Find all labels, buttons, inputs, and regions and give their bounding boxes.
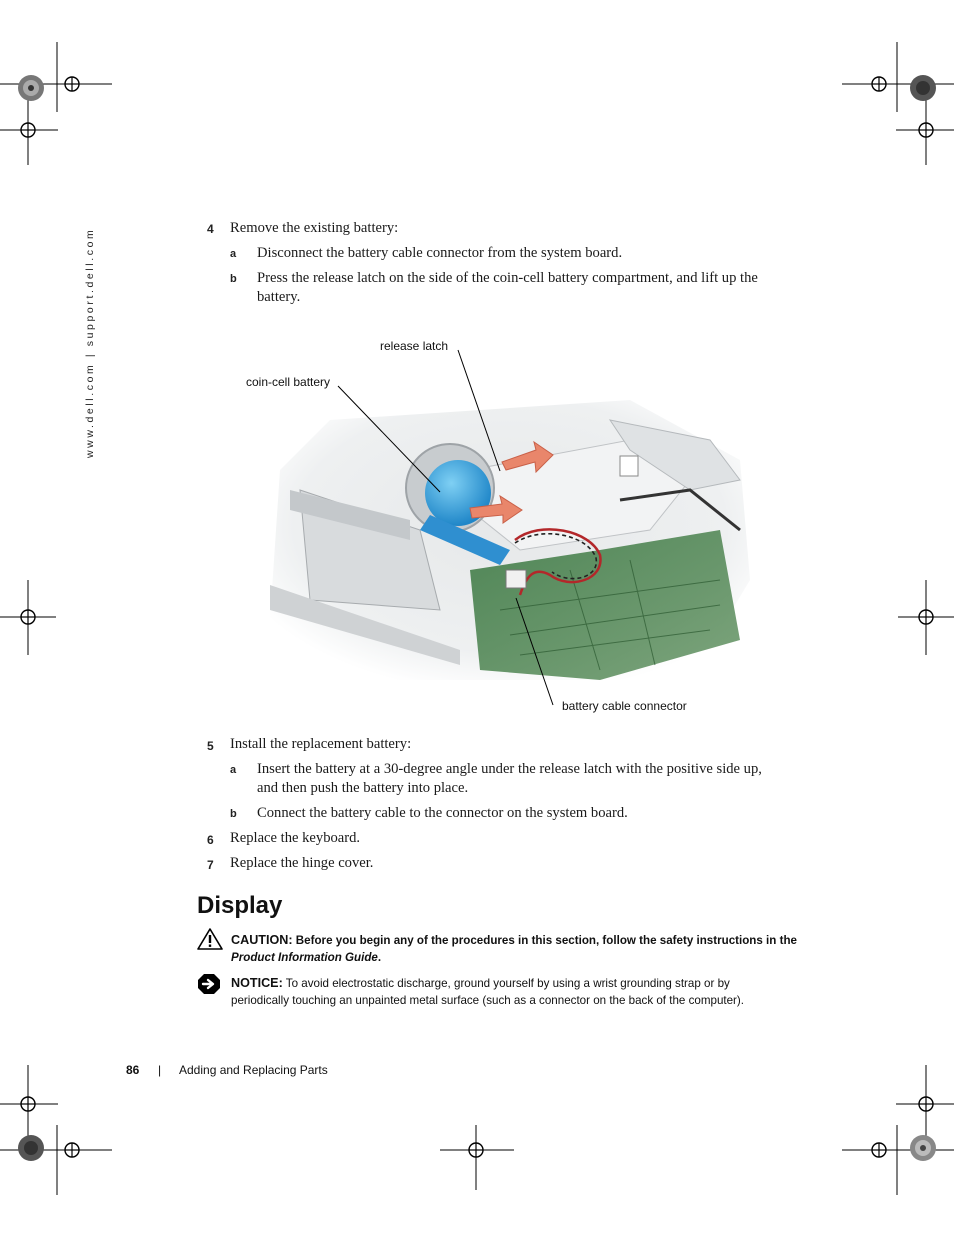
substep-text: Insert the battery at a 30-degree angle under the release latch with the positive side up, [257, 761, 762, 777]
caution-icon [197, 928, 223, 950]
step-text: Replace the hinge cover. [230, 855, 374, 871]
caution-label: CAUTION: [231, 933, 293, 947]
step-text: Remove the existing battery: [230, 220, 399, 236]
substep-letter: b [230, 273, 237, 285]
notice-label: NOTICE: [231, 976, 283, 990]
step-text: Replace the keyboard. [230, 830, 361, 846]
chapter-title: Adding and Replacing Parts [179, 1063, 328, 1077]
sidebar-url: www.dell.com | support.dell.com [84, 227, 96, 458]
step-number: 7 [207, 858, 214, 872]
notice-icon [197, 973, 221, 995]
caution-body: Before you begin any of the procedures in this section, follow the safety instructions in the [295, 934, 797, 947]
notice-body-cont: periodically touching an unpainted metal surface (such as a connector on the back of the computer). [231, 994, 745, 1007]
caution-period: . [377, 951, 382, 964]
substep-letter: a [230, 248, 237, 260]
caution-text [231, 932, 831, 966]
step-text: Install the replacement battery: [230, 736, 412, 752]
page-number: 86 [126, 1063, 140, 1077]
section-heading: Display [197, 892, 283, 919]
step-number: 6 [207, 833, 214, 847]
caution-guide-title: Product Information Guide [231, 951, 378, 964]
substep-letter: a [230, 764, 237, 776]
substep-text: Press the release latch on the side of the coin-cell battery compartment, and lift up the [257, 270, 758, 286]
step-number: 5 [207, 739, 214, 753]
callout-coin-cell-battery: coin-cell battery [246, 375, 331, 389]
notice-text [231, 975, 831, 1009]
substep-text: Disconnect the battery cable connector from the system board. [257, 245, 623, 261]
substep-text-cont: and then push the battery into place. [257, 780, 469, 796]
callout-battery-cable-connector: battery cable connector [562, 699, 687, 713]
notice-body: To avoid electrostatic discharge, ground yourself by using a wrist grounding strap or by [285, 977, 730, 990]
substep-text-cont: battery. [257, 289, 301, 305]
substep-text: Connect the battery cable to the connector on the system board. [257, 805, 628, 821]
callout-release-latch: release latch [380, 339, 449, 353]
step-number: 4 [207, 222, 214, 236]
footer-separator: | [158, 1063, 162, 1077]
substep-letter: b [230, 808, 237, 820]
